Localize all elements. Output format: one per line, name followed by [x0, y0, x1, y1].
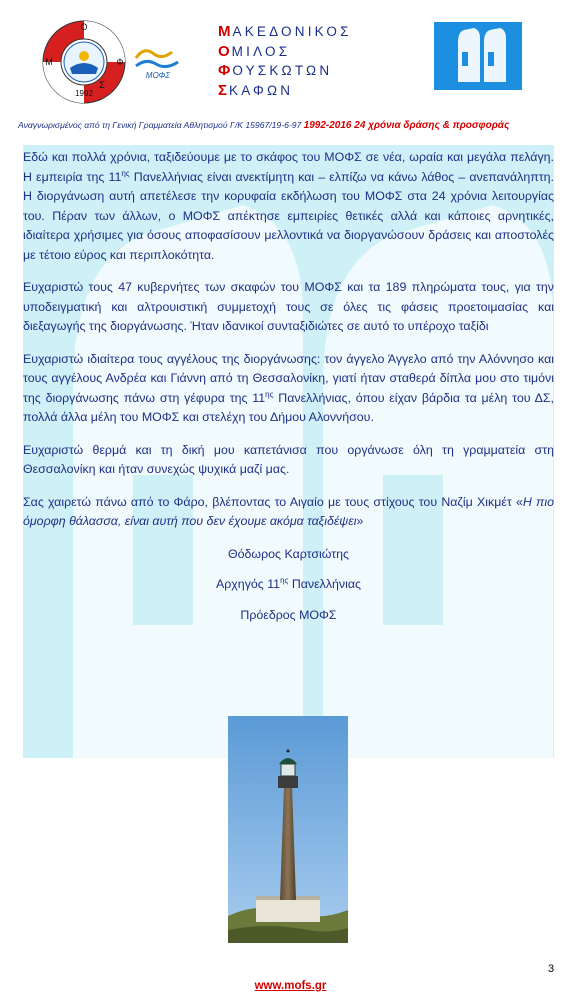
paragraph: Εδώ και πολλά χρόνια, ταξιδεύουμε με το σκάφος του ΜΟΦΣ σε νέα, ωραία και μεγάλα πελάγη. Η εμπειρία της $11^{\eta\varsigma}$ Πανελλήνιας είναι ανεκτίμητη και – ελπίζω να κάνω λάθος – ανεπανάληπτη. Η διοργάνωση αυτή απετέλεσε την κορυφαία εκδήλωση του ΜΟΦΣ στα 24 χρόνια λειτουργίας του. Πέραν των άλλων, ο ΜΟΦΣ απέκτησε εμπειρίες θετικές αλλά και κάποιες αρνητικές, ιδιαίτερα χρήσιμες για όσους αποφασίσουν μελλοντικά να διοργανώσουν δράσεις και αποστολές με τέτοιο εύρος και περιπλοκότητα. [23, 150, 554, 262]
club-lifebuoy-logo [40, 18, 128, 106]
logo-letter: Ο [80, 22, 88, 32]
club-name-line: ΜΑΚΕΔΟΝΙΚΟΣ [218, 23, 352, 40]
paragraph: Ευχαριστώ ιδιαίτερα τους αγγέλους της διοργάνωσης: τον άγγελο Άγγελο από την Αλόννησο και τους αγγέλους Ανδρέα και Γιάννη από τη Θεσσαλονίκη, γιατί ήταν σταθερά δίπλα μου στο τιμόνι της διοργάνωσης πάνω στη γέφυρα της $11^{\eta\varsigma}$ Πανελλήνιας, όπου είχαν βάρδια τα μέλη του ΔΣ, πολλά άλλα μέλη του ΜΟΦΣ και στελέχη του Δήμου Αλοννήσου. [23, 351, 554, 424]
paragraph: Σας χαιρετώ πάνω από το Φάρο, βλέποντας το Αιγαίο με τους στίχους του Ναζίμ Χικμέτ «Η πιο όμορφη θάλασσα, είναι αυτή που δεν έχουμε ακόμα ταξιδέψει» [23, 494, 554, 528]
mofs-wave-logo [132, 40, 182, 80]
club-name-line: ΟΜΙΛΟΣ [218, 42, 291, 60]
paragraph: Ευχαριστώ τους 47 κυβερνήτες των σκαφών του ΜΟΦΣ και τα 189 πληρώματα τους, για την υποδειγματική και αλτρουιστική συμμετοχή τους σε όλες τις φάσεις προετοιμασίας και διεξαγωγής της διοργάνωσης. Ήταν ιδανικοί συνταξιδιώτες σε αυτό το υπέροχο ταξίδι [23, 280, 554, 333]
eleventh-panhellenic-logo [434, 22, 522, 90]
club-name-line: ΣΚΑΦΩΝ [218, 81, 294, 99]
svg-text:Σ: Σ [99, 80, 105, 90]
signature-name: Θόδωρος Καρτσιώτης [228, 546, 349, 561]
lighthouse-photo [228, 716, 348, 943]
letter-body [23, 148, 554, 636]
paragraph: Ευχαριστώ θερμά και τη δική μου καπετάνισα που οργάνωσε όλη τη γραμματεία στη Θεσσαλονίκη και ήταν συνεχώς ψυχικά μαζί μας. [23, 442, 554, 476]
svg-text:Μ: Μ [45, 57, 53, 67]
club-name-line: ΦΟΥΣΚΩΤΩΝ [218, 62, 333, 79]
anniversary-text: 1992-2016 24 χρόνια δράσης & προσφοράς [303, 120, 510, 131]
svg-text:Φ: Φ [116, 57, 124, 67]
signature-title: Πρόεδρος ΜΟΦΣ [240, 607, 337, 622]
website-link[interactable]: www.mofs.gr [254, 980, 327, 992]
logo-mid-text: ΜΟΦΣ [145, 71, 171, 80]
recognition-line: Αναγνωρισμένος από τη Γενική Γραμματεία Αθλητισμού Γ/Κ 15967/19-6-97 1992-2016 24 χρόνια δράσης & προσφοράς [18, 120, 510, 131]
club-name [218, 22, 352, 100]
hikmet-quote: Η πιο όμορφη θάλασσα, είναι αυτή που δεν έχουμε ακόμα ταξιδέψει [23, 494, 554, 528]
logo-year: 1992 [75, 89, 93, 98]
signature-role: Αρχηγός $11^{\eta\varsigma}$ Πανελλήνιας [215, 575, 362, 591]
page-number: 3 [548, 963, 555, 975]
